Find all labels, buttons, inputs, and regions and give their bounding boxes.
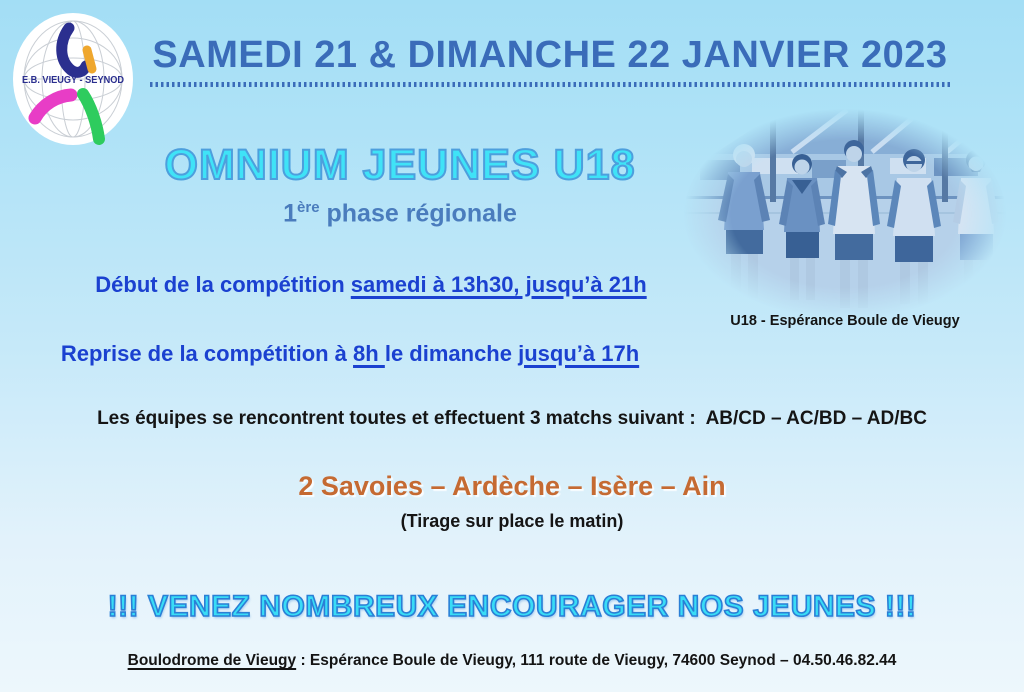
club-logo — [12, 11, 134, 147]
page-title: SAMEDI 21 & DIMANCHE 22 JANVIER 2023 — [152, 34, 948, 76]
event-subtitle — [60, 199, 740, 228]
teams-format-line: Les équipes se rencontrent toutes et effectuent 3 matchs suivant : AB/CD – AC/BD – AD/BC — [97, 408, 927, 429]
banner-text: !!! VENEZ NOMBREUX ENCOURAGER NOS JEUNES !!! — [107, 590, 917, 623]
schedule-resume-prefix: Reprise de la compétition à — [60, 341, 354, 366]
header — [150, 34, 950, 87]
event-title: OMNIUM JEUNES U18 — [164, 141, 636, 189]
subtitle-ordinal: ère — [297, 199, 320, 216]
club-logo-text: E.B. VIEUGY - SEYNOD — [22, 74, 125, 86]
venue-address: : Espérance Boule de Vieugy, 111 route de Vieugy, 74600 Seynod – 04.50.46.82.44 — [296, 652, 897, 669]
title-underline — [150, 82, 950, 87]
schedule-start-prefix: Début de la compétition — [95, 272, 351, 297]
schedule-resume-time-1: 8h — [353, 341, 385, 366]
subtitle-text: phase régionale — [319, 199, 517, 228]
regions-line: 2 Savoies – Ardèche – Isère – Ain — [298, 471, 726, 501]
venue-name: Boulodrome de Vieugy — [127, 652, 297, 669]
draw-line: (Tirage sur place le matin) — [400, 511, 624, 531]
schedule-resume-line — [0, 341, 700, 367]
schedule-resume-mid: le dimanche — [384, 341, 519, 366]
schedule-start-time: samedi à 13h30, jusqu’à 21h — [350, 272, 647, 297]
subtitle-number: 1 — [283, 199, 298, 228]
photo-caption: U18 - Espérance Boule de Vieugy — [730, 313, 960, 329]
schedule-resume-time-2: jusqu’à 17h — [518, 341, 640, 366]
footer — [0, 652, 1024, 670]
club-logo-icon — [12, 11, 134, 147]
schedule-start-line — [0, 272, 742, 298]
